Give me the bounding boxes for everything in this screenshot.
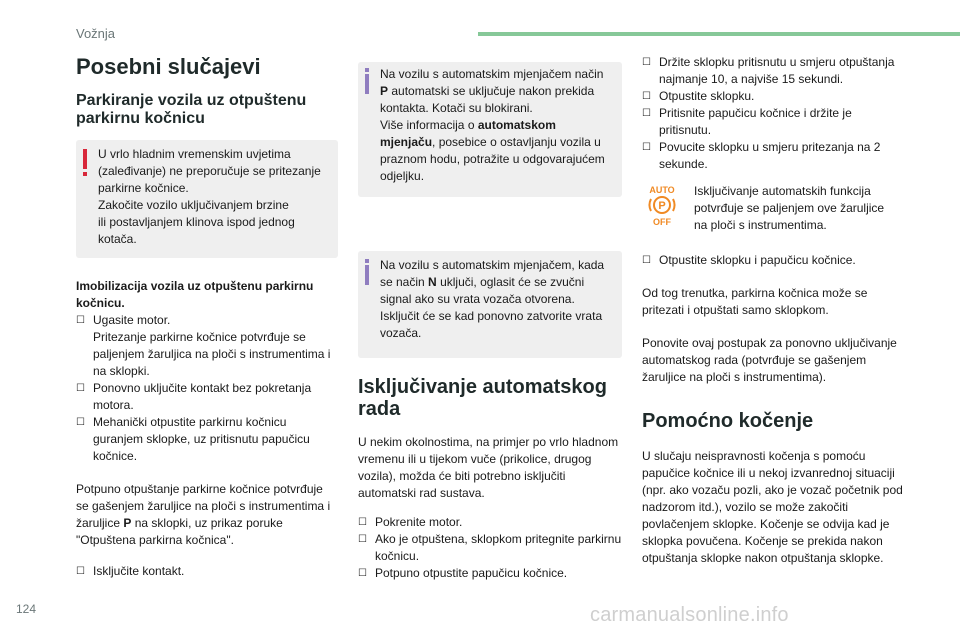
list-item [76, 380, 338, 414]
disable-steps [358, 514, 622, 582]
indicator-text: Isključivanje automatskih funkcija potvrđuje se paljenjem ove žaruljice na ploči s instrumentima. [694, 184, 885, 232]
final-step [76, 563, 338, 580]
list-item [642, 54, 904, 88]
list-item [642, 139, 904, 173]
step-text: Potpuno otpustite papučicu kočnice. [375, 566, 568, 580]
list-item [76, 563, 338, 580]
step-text: Držite sklopku pritisnutu u smjeru otpuštanja najmanje 10, a najviše 15 sekundi. [659, 55, 895, 86]
info-text: Na vozilu s automatskim mjenjačem, kada se način N uključi, oglasit će se zvučni signal ako su vrata vozača otvorena. Isključit će se kad ponovno zatvorite vrata vozača. [380, 258, 605, 340]
list-item [642, 88, 904, 105]
step-text: Ponovno uključite kontakt bez pokretanja motora. [93, 381, 312, 412]
list-item [76, 414, 338, 465]
step-text: Ugasite motor. [93, 313, 171, 327]
section-title: Posebni slučajevi [76, 54, 261, 79]
icon-bottom-text: OFF [653, 217, 671, 227]
info-box [358, 62, 622, 197]
warning-line: parkirne kočnice. [98, 181, 189, 195]
checkbox-bullet-icon: ☐ [642, 255, 651, 266]
paragraph: U slučaju neispravnosti kočenja s pomoću papučice kočnice ili u nekoj izvanrednoj situaciji (npr. ako vozaču pozli, ako je vozač početnik pod nadzorom itd.), vozilo se može zakočiti povlačenjem sklopke. Kočenje se odvija kad je sklopka povučena. Kočenje se prekida nakon otpuštanja sklopke nakon otpuštanja sklopke. [642, 449, 903, 565]
info-box [358, 251, 622, 358]
section-label: Vožnja [76, 26, 116, 41]
list-item [642, 105, 904, 139]
step-text: Ako je otpuštena, sklopkom pritegnite parkirnu kočnicu. [375, 532, 622, 563]
info-text: Više informacija o automatskom mjenjaču, posebice o ostavljanju vozila u praznom hodu, potražite u odgovarajućem odjeljku. [380, 118, 605, 183]
section-title: Pomoćno kočenje [642, 410, 814, 432]
auto-p-off-warning-icon [642, 183, 682, 227]
immobilize-steps [76, 312, 338, 465]
checkbox-bullet-icon: ☐ [642, 91, 651, 102]
disable-steps-continued [642, 54, 904, 173]
step-text: Mehanički otpustite parkirnu kočnicu guranjem sklopke, uz pritisnutu papučicu kočnice. [93, 415, 310, 463]
immobilize-title: Imobilizacija vozila uz otpuštenu parkirnu kočnicu. [76, 279, 314, 310]
list-item [358, 531, 622, 565]
checkbox-bullet-icon: ☐ [76, 315, 85, 326]
info-icon [365, 265, 369, 285]
warning-line: Zakočite vozilo uključivanjem brzine [98, 198, 289, 212]
info-text: Na vozilu s automatskim mjenjačem način P automatski se uključuje nakon prekida kontakta. Kotači su blokirani. [380, 67, 604, 115]
icon-top-text: AUTO [649, 185, 675, 195]
paragraph: Od tog trenutka, parkirna kočnica može se pritezati i otpuštati samo sklopkom. [642, 286, 868, 317]
header-accent-bar [478, 32, 960, 36]
icon-letter: P [658, 200, 666, 212]
step-subtext: Pritezanje parkirne kočnice potvrđuje se paljenjem žaruljica na ploči s instrumentima i na sklopki. [93, 330, 331, 378]
warning-box [76, 140, 338, 258]
checkbox-bullet-icon: ☐ [358, 517, 367, 528]
checkbox-bullet-icon: ☐ [76, 383, 85, 394]
warning-line: ili postavljanjem klinova ispod jednog [98, 215, 295, 229]
warning-line: U vrlo hladnim vremenskim uvjetima [98, 147, 291, 161]
step-text: Povucite sklopku u smjeru pritezanja na 2 sekunde. [659, 140, 881, 171]
column-1 [76, 54, 338, 580]
subsection-title: Parkiranje vozila uz otpuštenu parkirnu kočnicu [76, 92, 307, 127]
watermark: carmanualsonline.info [590, 604, 789, 626]
warning-line: (zaleđivanje) ne preporučuje se pritezanje [98, 164, 321, 178]
release-step [642, 252, 904, 269]
step-text: Otpustite sklopku. [659, 89, 755, 103]
warning-line: kotača. [98, 232, 137, 246]
section-title: Isključivanje automatskog rada [358, 376, 607, 420]
list-item [642, 252, 904, 269]
checkbox-bullet-icon: ☐ [76, 566, 85, 577]
checkbox-bullet-icon: ☐ [642, 57, 651, 68]
step-text: Pritisnite papučicu kočnice i držite je pritisnutu. [659, 106, 852, 137]
list-item [358, 514, 622, 531]
list-item [76, 312, 338, 380]
list-item [358, 565, 622, 582]
checkbox-bullet-icon: ☐ [358, 534, 367, 545]
checkbox-bullet-icon: ☐ [642, 142, 651, 153]
release-paragraph: Potpuno otpuštanje parkirne kočnice potvrđuje se gašenjem žaruljice na ploči s instrumentima i žaruljice P na sklopki, uz prikaz poruke "Otpuštena parkirna kočnica". [76, 482, 331, 547]
checkbox-bullet-icon: ☐ [642, 108, 651, 119]
step-text: Isključite kontakt. [93, 564, 185, 578]
column-2 [358, 62, 622, 582]
warning-icon [83, 149, 87, 169]
paragraph: Ponovite ovaj postupak za ponovno uključivanje automatskog rada (potvrđuje se gašenjem žaruljice na ploči s instrumentima). [642, 336, 897, 384]
step-text: Otpustite sklopku i papučicu kočnice. [659, 253, 856, 267]
intro-paragraph: U nekim okolnostima, na primjer po vrlo hladnom vremenu ili u tijekom vuče (prikolice, drugog vozila), možda će biti potrebno isključiti automatski rad sustava. [358, 435, 619, 500]
checkbox-bullet-icon: ☐ [358, 568, 367, 579]
column-3 [642, 54, 904, 567]
info-icon [365, 74, 369, 94]
indicator-row [642, 183, 904, 234]
page-number: 124 [16, 602, 37, 616]
checkbox-bullet-icon: ☐ [76, 417, 85, 428]
step-text: Pokrenite motor. [375, 515, 463, 529]
